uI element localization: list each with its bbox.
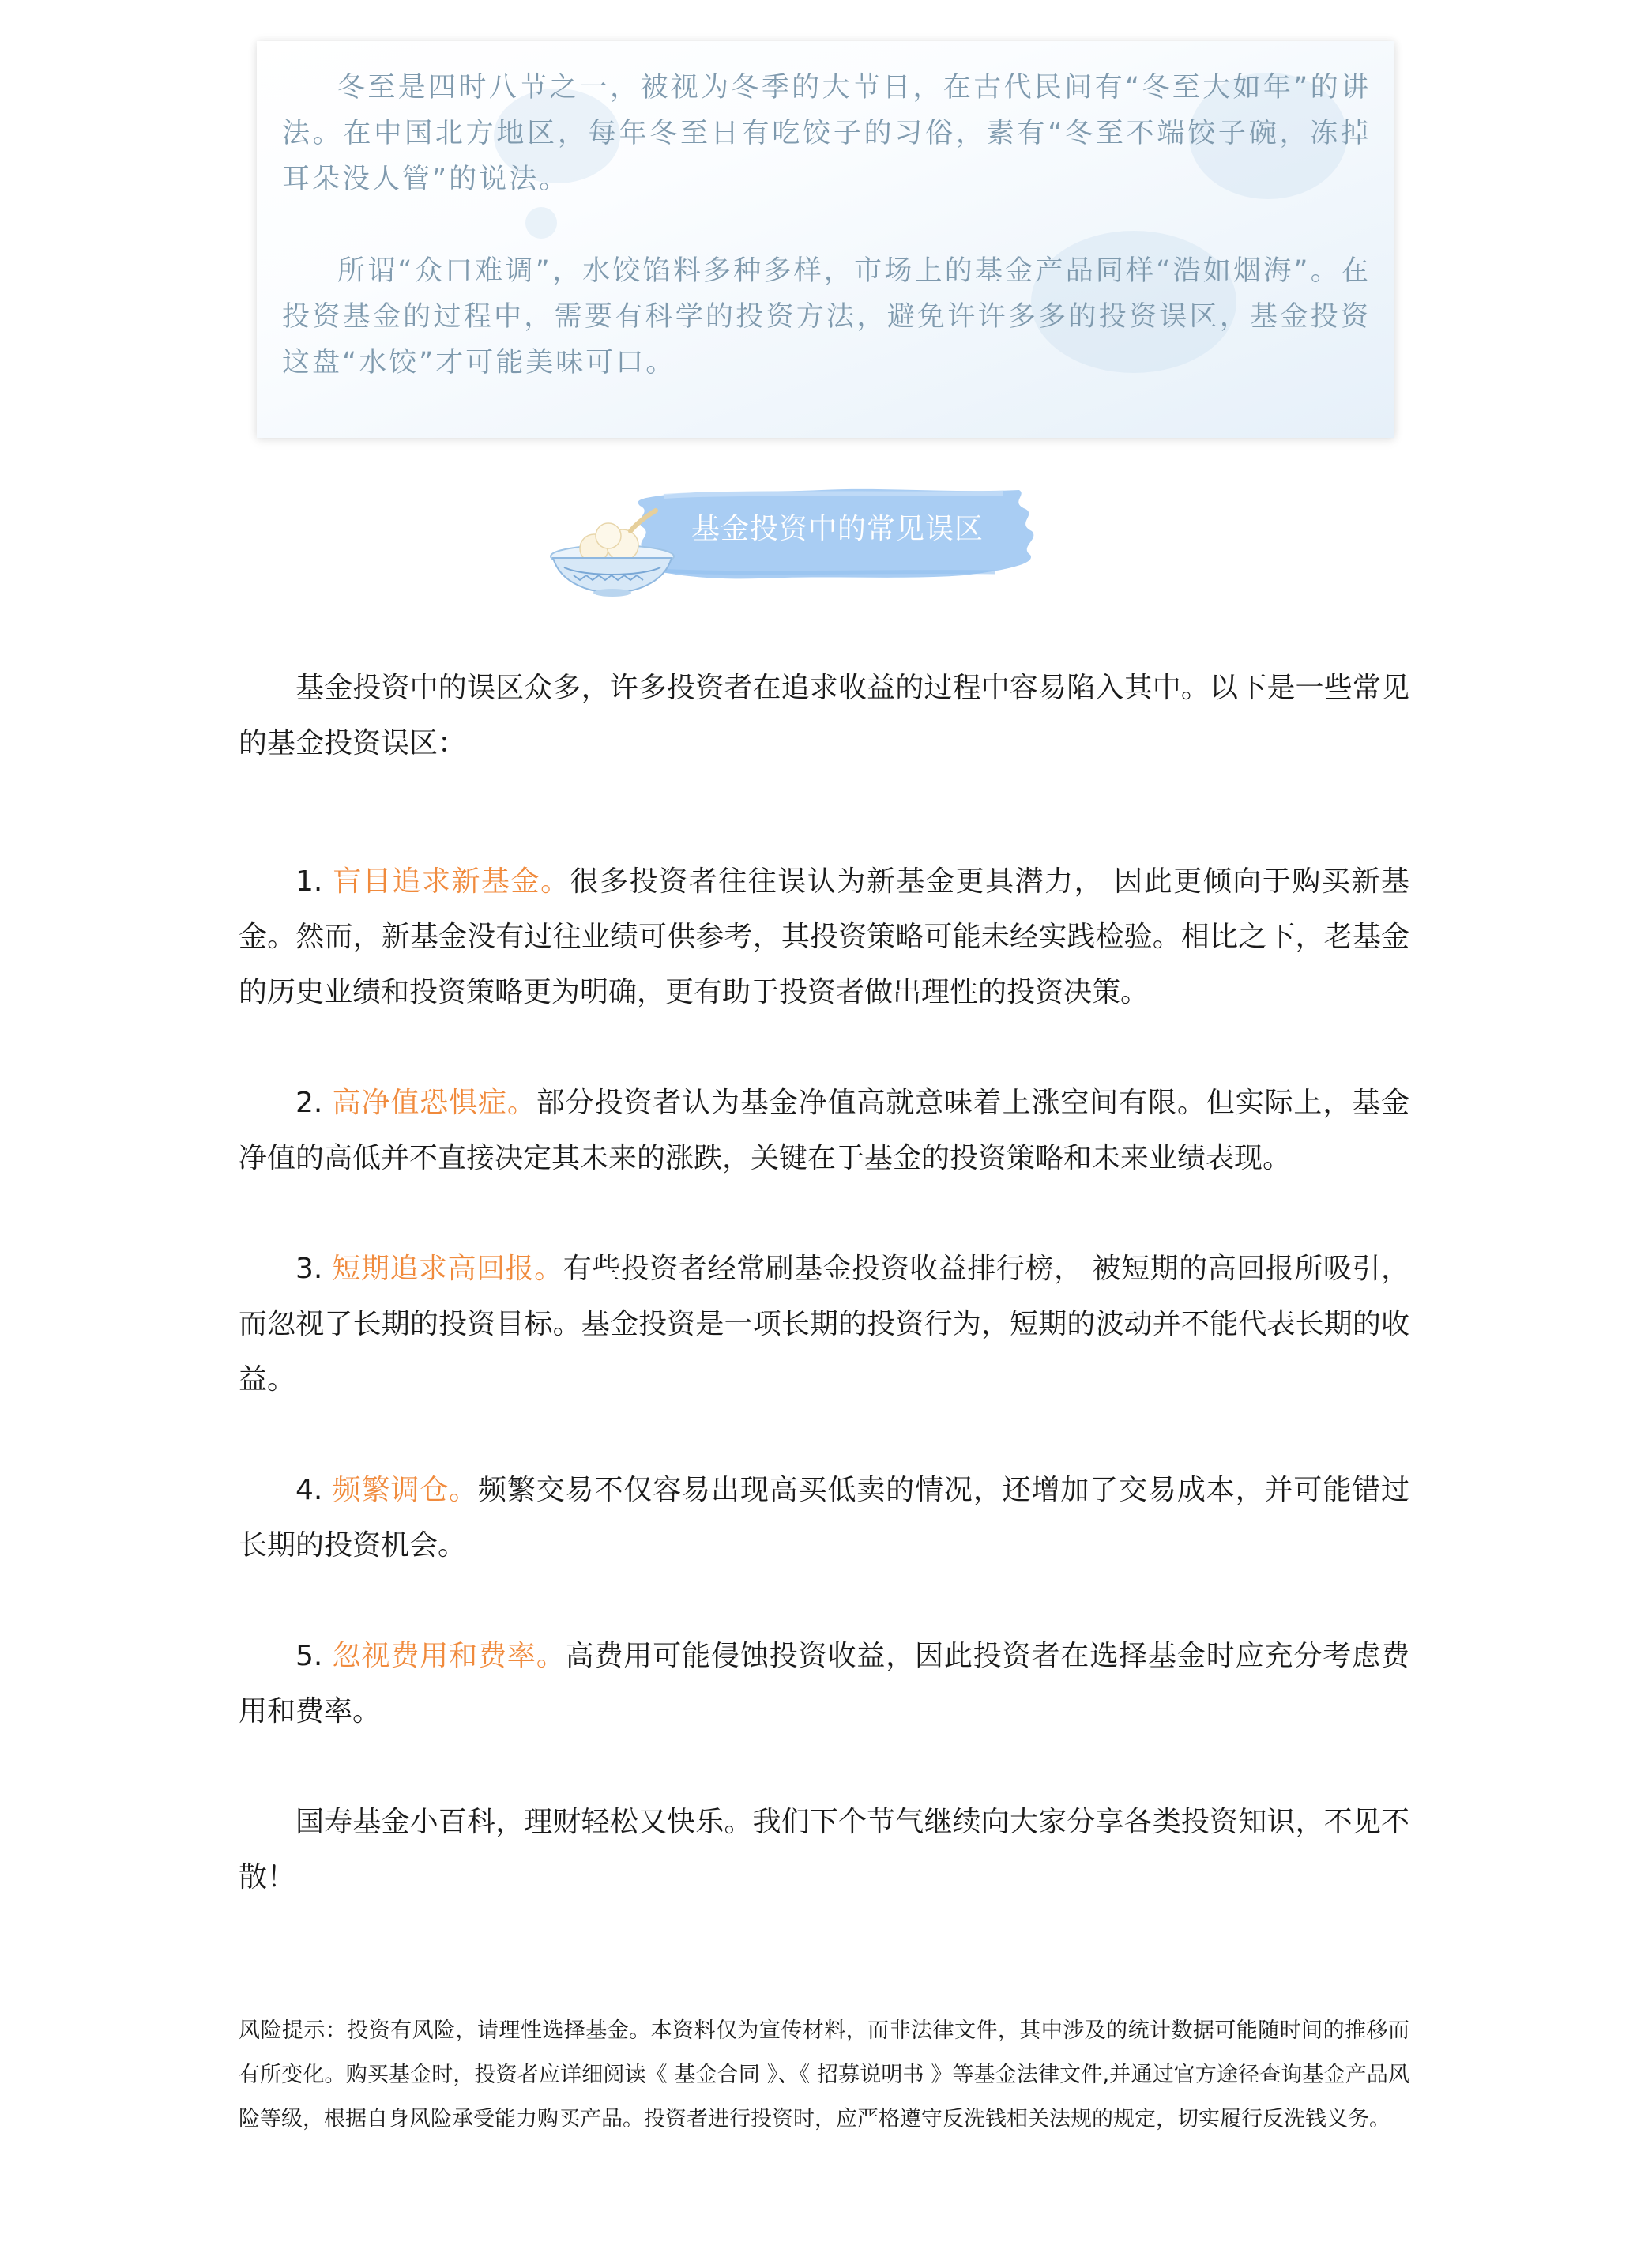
item-number: 4. — [295, 1474, 323, 1506]
list-item — [239, 1629, 1409, 1739]
item-text: 频繁交易不仅容易出现高买低卖的情况，还增加了交易成本，并可能错过长期的投资机会。 — [239, 1474, 1409, 1562]
item-text: 很多投资者往往误认为新基金更具潜力， 因此更倾向于购买新基金。然而，新基金没有过往业绩可供参考，其投资策略可能未经实践检验。相比之下，老基金的历史业绩和投资策略更为明确，更有助于投资者做出理性的投资决策。 — [239, 865, 1409, 1008]
intro-card — [257, 41, 1394, 438]
section-header — [545, 474, 1043, 601]
closing-paragraph: 国寿基金小百科，理财轻松又快乐。我们下个节气继续向大家分享各类投资知识，不见不散！ — [239, 1806, 1409, 1894]
item-highlight: 盲目追求新基金。 — [333, 865, 570, 898]
item-highlight: 短期追求高回报。 — [332, 1253, 563, 1285]
item-number: 1. — [295, 865, 323, 898]
watercolor-blot — [525, 207, 557, 239]
item-text: 高费用可能侵蚀投资收益，因此投资者在选择基金时应充分考虑费用和费率。 — [239, 1640, 1409, 1728]
intro-paragraph: 所谓“众口难调”，水饺馅料多种多样，市场上的基金产品同样“浩如烟海”。在投资基金的过程中，需要有科学的投资方法，避免许许多多的投资误区，基金投资这盘“水饺”才可能美味可口。 — [282, 255, 1371, 379]
item-text: 有些投资者经常刷基金投资收益排行榜， 被短期的高回报所吸引，而忽视了长期的投资目标。基金投资是一项长期的投资行为，短期的波动并不能代表长期的收益。 — [239, 1253, 1409, 1396]
item-number: 2. — [295, 1087, 323, 1119]
item-text: 部分投资者认为基金净值高就意味着上涨空间有限。但实际上，基金净值的高低并不直接决定其未来的涨跌，关键在于基金的投资策略和未来业绩表现。 — [239, 1087, 1409, 1174]
item-number: 5. — [295, 1640, 323, 1672]
article-body — [239, 661, 1409, 1905]
list-item — [239, 1242, 1409, 1408]
list-item — [239, 1076, 1409, 1186]
item-number: 3. — [295, 1253, 323, 1285]
item-highlight: 忽视费用和费率。 — [332, 1640, 566, 1672]
list-item — [239, 1463, 1409, 1573]
intro-paragraph: 冬至是四时八节之一，被视为冬季的大节日，在古代民间有“冬至大如年”的讲法。在中国北方地区，每年冬至日有吃饺子的习俗，素有“冬至不端饺子碗，冻掉耳朵没人管”的说法。 — [282, 72, 1371, 195]
section-title: 基金投资中的常见误区 — [691, 513, 984, 545]
list-item — [239, 854, 1409, 1020]
lead-paragraph: 基金投资中的误区众多，许多投资者在追求收益的过程中容易陷入其中。以下是一些常见的基金投资误区： — [239, 672, 1409, 759]
item-highlight: 频繁调仓。 — [332, 1474, 479, 1506]
item-highlight: 高净值恐惧症。 — [332, 1087, 536, 1119]
risk-disclaimer: 风险提示：投资有风险，请理性选择基金。本资料仅为宣传材料，而非法律文件，其中涉及的统计数据可能随时间的推移而有所变化。购买基金时，投资者应详细阅读《 基金合同 》、《 招募说明书 》等基金法律文件,并通过官方途径查询基金产品风险等级，根据自身风险承受能力购买产品。投资者进行投资时，应严格遵守反洗钱相关法规的规定，切实履行反洗钱义务。 — [239, 2018, 1409, 2131]
